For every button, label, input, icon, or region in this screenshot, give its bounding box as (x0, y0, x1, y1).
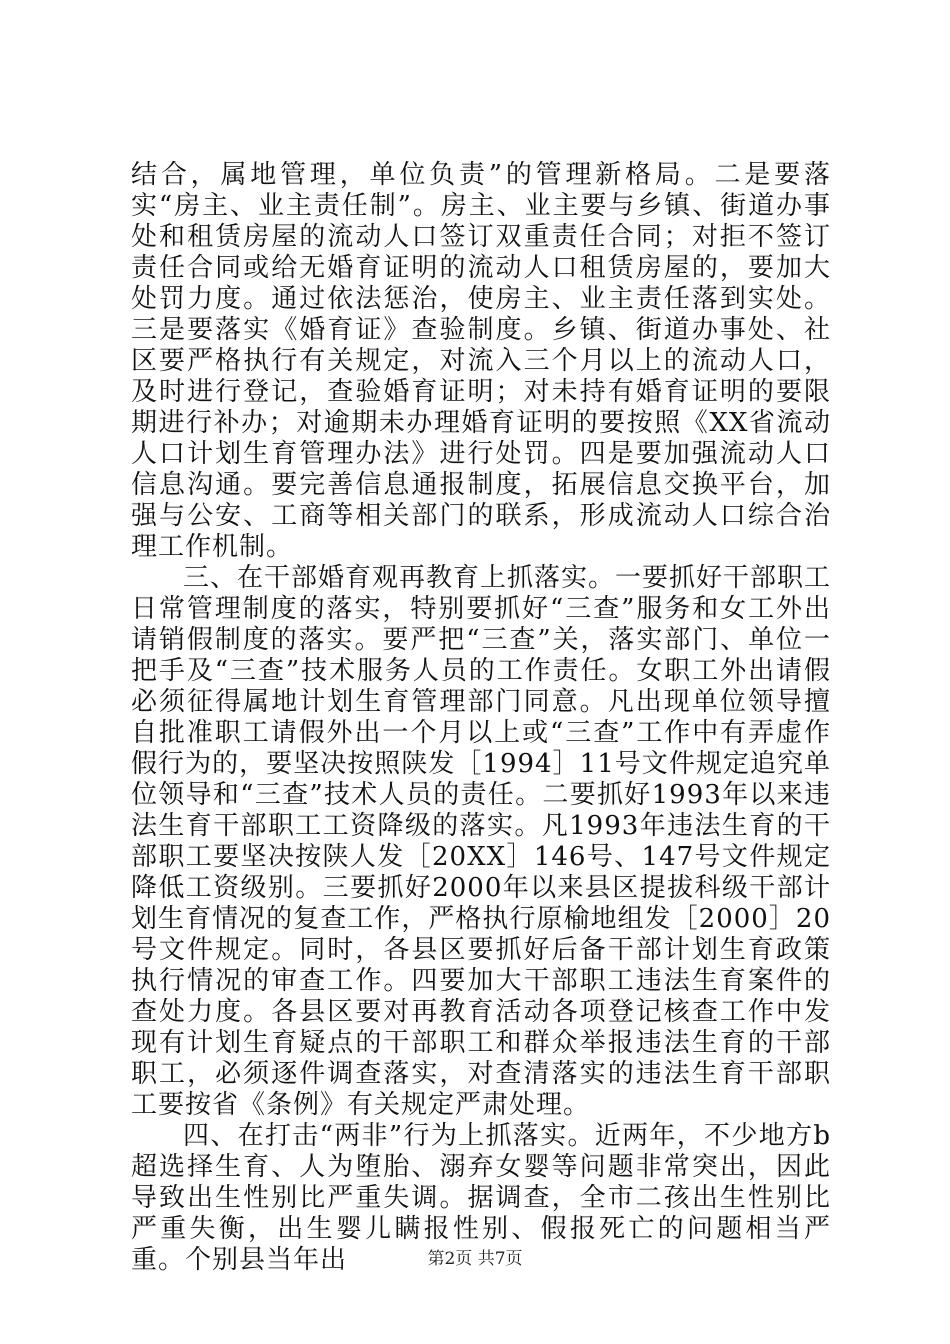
paragraph-continuation: 结合，属地管理，单位负责”的管理新格局。二是要落实“房主、业主责任制”。房主、业主要与乡镇、街道办事处和租赁房屋的流动人口签订双重责任合同；对拒不签订责任合同或给无婚育证明的流动人口租赁房屋的，要加大处罚力度。通过依法惩治，使房主、业主责任落到实处。三是要落实《婚育证》查验制度。乡镇、街道办事处、社区要严格执行有关规定，对流入三个月以上的流动人口，及时进行登记，查验婚育证明；对未持有婚育证明的要限期进行补办；对逾期未办理婚育证明的要按照《XX省流动人口计划生育管理办法》进行处罚。四是要加强流动人口信息沟通。要完善信息通报制度，拓展信息交换平台，加强与公安、工商等相关部门的联系，形成流动人口综合治理工作机制。 (131, 160, 831, 562)
page-footer: 第2页 共7页 (427, 1249, 523, 1269)
document-body (131, 160, 831, 1276)
paragraph-section-four: 四、在打击“两非”行为上抓落实。近两年，不少地方b超选择生育、人为堕胎、溺弃女婴等问题非常突出，因此导致出生性别比严重失调。据调查，全市二孩出生性别比严重失衡，出生婴儿瞒报性别、假报死亡的问题相当严重。个别县当年出 (131, 1121, 831, 1275)
paragraph-section-three: 三、在干部婚育观再教育上抓落实。一要抓好干部职工日常管理制度的落实，特别要抓好“三查”服务和女工外出请销假制度的落实。要严把“三查”关，落实部门、单位一把手及“三查”技术服务人员的工作责任。女职工外出请假必须征得属地计划生育管理部门同意。凡出现单位领导擅自批准职工请假外出一个月以上或“三查”工作中有弄虚作假行为的，要坚决按照陕发［1994］11号文件规定追究单位领导和“三查”技术人员的责任。二要抓好1993年以来违法生育干部职工工资降级的落实。凡1993年违法生育的干部职工要坚决按陕人发［20XX］146号、147号文件规定降低工资级别。三要抓好2000年以来县区提拔科级干部计划生育情况的复查工作，严格执行原榆地组发［2000］20号文件规定。同时，各县区要抓好后备干部计划生育政策执行情况的审查工作。四要加大干部职工违法生育案件的查处力度。各县区要对再教育活动各项登记核查工作中发现有计划生育疑点的干部职工和群众举报违法生育的干部职工，必须逐件调查落实，对查清落实的违法生育干部职工要按省《条例》有关规定严肃处理。 (131, 563, 832, 1120)
